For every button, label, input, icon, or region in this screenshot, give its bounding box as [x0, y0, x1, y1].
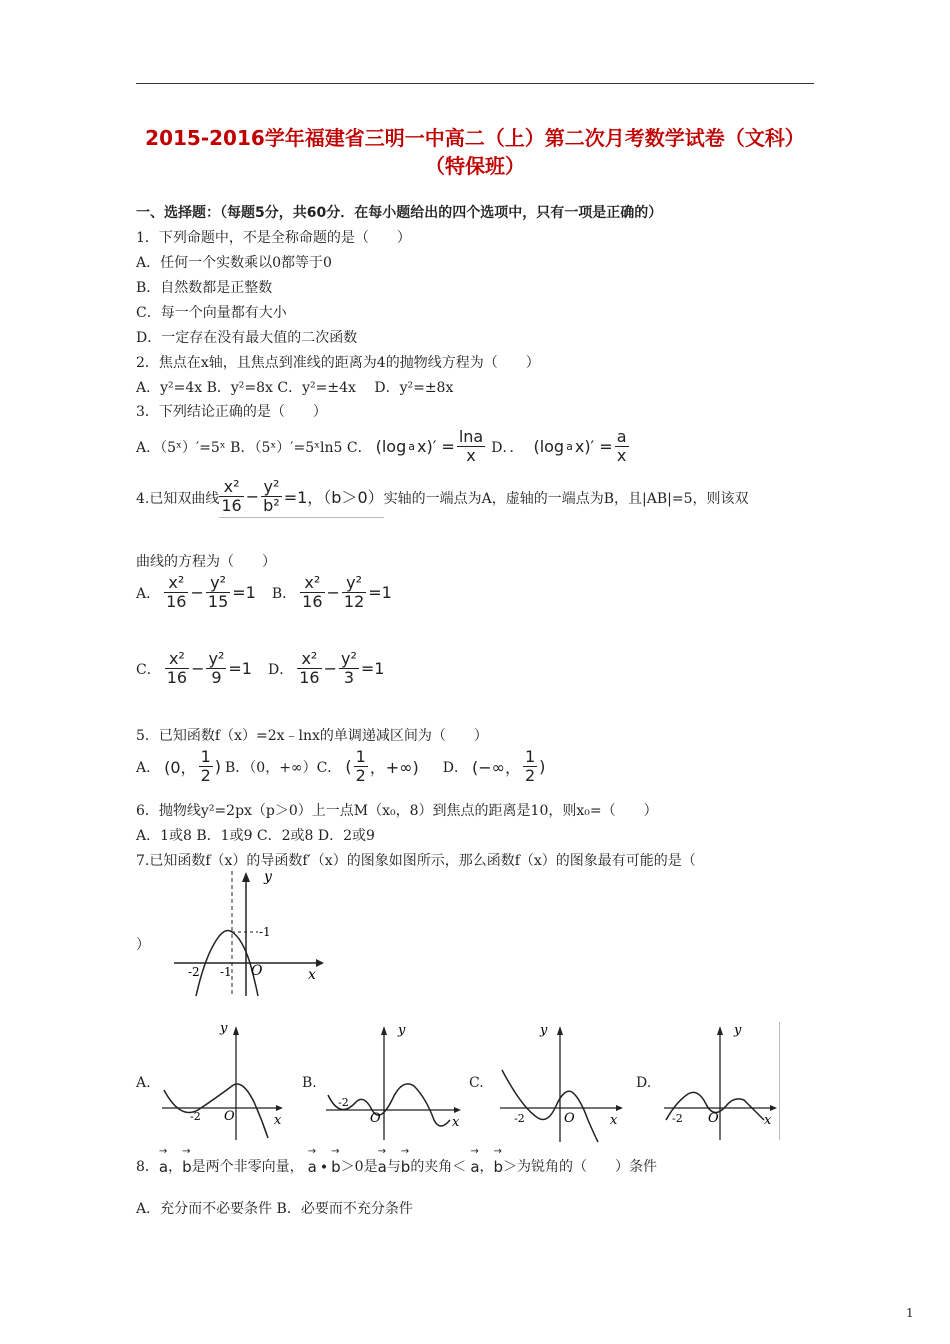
q3-c-lhs: (log [375, 437, 407, 456]
q4-d-label: D． [267, 661, 294, 678]
q3-options-ab: A．（5ˣ）′=5ˣ B．（5ˣ）′=5ˣln5 C． [136, 439, 372, 456]
q4-d-x2: x² [297, 650, 321, 669]
q7-graph-o: O [251, 963, 263, 979]
q8-vec-a1: → a [158, 1146, 169, 1176]
q7-c-x: x [610, 1113, 618, 1128]
q7-graph-v1: -1 [259, 925, 271, 939]
q7-option-b-label: B. [302, 1075, 317, 1091]
q1-option-d: D．一定存在没有最大值的二次函数 [136, 330, 358, 346]
q4-a-16: 16 [166, 592, 187, 611]
q8-t4: 的夹角＜ [410, 1159, 467, 1175]
q5-d-open: (−∞， [471, 758, 521, 777]
q8-t3: 与 [386, 1159, 401, 1175]
q1-option-a: A．任何一个实数乘以0都等于0 [136, 255, 332, 271]
q7-c-y: y [540, 1023, 548, 1038]
q7-graph-a [158, 1020, 288, 1142]
q8-options: A．充分而不必要条件 B．必要而不充分条件 [136, 1201, 413, 1217]
q5-options [136, 748, 545, 785]
q3-d-lhs: (log [533, 437, 565, 456]
q7-d-x: x [764, 1113, 772, 1128]
q8-vec-a3: → a [377, 1146, 387, 1176]
page-number: 1 [906, 1306, 914, 1320]
q4-a-eq: =1 [232, 583, 256, 602]
q8-vec-b4-letter: b [493, 1158, 504, 1176]
q8-stem [136, 1146, 658, 1176]
q4-c-label: C． [136, 661, 161, 678]
q3-options [136, 428, 629, 465]
q4-a-label: A． [136, 585, 161, 602]
q1-option-c: C．每一个向量都有大小 [136, 305, 287, 321]
q3-c-num: lna [458, 427, 484, 446]
q8-vec-a4: → a [470, 1146, 480, 1176]
q1-option-b: B．自然数都是正整数 [136, 280, 273, 296]
q3-formula-d [533, 428, 628, 465]
q4-16: 16 [221, 496, 242, 515]
q7-b-y: y [398, 1023, 406, 1038]
q8-vec-b1-letter: b [182, 1158, 192, 1176]
q3-d-num: a [616, 427, 627, 446]
q3-c-den: x [466, 446, 476, 465]
q4-b-eq: =1 [368, 583, 392, 602]
q4-c-eq: =1 [228, 659, 252, 678]
q7-a-y: y [220, 1021, 228, 1036]
q5-d-label: D． [442, 759, 468, 776]
q7-graph-m1: -1 [220, 965, 232, 979]
q8-vec-a4-letter: a [470, 1158, 480, 1176]
q8-vec-a1-letter: a [158, 1158, 169, 1176]
q7-graph-d [660, 1020, 785, 1142]
q4-y2: y² [261, 478, 282, 497]
q4-b-minus: − [326, 583, 340, 602]
q5-a-num: 1 [200, 747, 211, 766]
q4-frac-y [261, 478, 282, 515]
q4-b-den: 12 [343, 592, 365, 611]
header-rule [136, 83, 814, 84]
q8-comma1: ， [168, 1159, 183, 1175]
q7-a-o: O [224, 1109, 235, 1124]
q4-stem [136, 478, 749, 518]
q8-t1: 是两个非零向量， [191, 1159, 304, 1175]
q4-hyperbola [219, 478, 383, 518]
q5-c-open: ( [345, 757, 352, 776]
q3-c-mid: x)′ = [416, 437, 455, 456]
q5-a-close: ) [214, 757, 221, 776]
q7-d-y: y [734, 1023, 742, 1038]
q6-options: A．1或8 B．1或9 C．2或8 D．2或9 [136, 828, 375, 844]
q4-c-den: 9 [211, 668, 222, 687]
q5-a-den: 2 [200, 766, 211, 785]
q3-d-sub: a [566, 440, 573, 453]
q5-d-den: 2 [524, 766, 536, 785]
q5-option-a [164, 748, 221, 785]
q5-a-open: (0， [164, 758, 197, 777]
q7-option-a-label: A. [136, 1075, 151, 1091]
doc-title: 2015-2016学年福建省三明一中高二（上）第二次月考数学试卷（文科） [145, 126, 805, 150]
q6-stem: 6．抛物线y²=2px（p＞0）上一点M（x₀，8）到焦点的距离是10，则x₀=（ ） [136, 803, 658, 819]
q7-graph-x: x [308, 967, 316, 983]
q4-c-minus: − [191, 659, 205, 678]
q5-b-text: B．（0，+∞）C． [225, 759, 342, 776]
q4-minus: − [245, 487, 260, 506]
section-heading: 一、选择题：（每题5分，共60分．在每小题给出的四个选项中，只有一项是正确的） [136, 205, 663, 221]
q3-c-sub: a [408, 440, 415, 453]
q7-graph-b [322, 1020, 467, 1142]
q4-b-y2: y² [342, 574, 366, 593]
q7-a-m2: -2 [190, 1110, 201, 1123]
q5-c-den: 2 [355, 766, 366, 785]
q3-d-label: D．． [491, 439, 524, 456]
q7-c-o: O [564, 1111, 575, 1126]
q4-option-a [164, 574, 256, 611]
q4-b-16: 16 [302, 592, 323, 611]
q7-stem-close: ） [136, 937, 150, 953]
q8-vec-b3-letter: b [400, 1158, 411, 1176]
q3-d-fraction [615, 428, 629, 465]
q4-c-y2: y² [208, 649, 225, 668]
q4-cond: =1，（b＞0） [283, 488, 384, 507]
q4-option-c [165, 650, 252, 687]
q3-d-den: x [616, 446, 627, 465]
q4-options-ab [136, 574, 392, 611]
q4-option-d [297, 650, 384, 687]
q3-d-mid: x)′ = [574, 437, 613, 456]
q2-stem: 2．焦点在x轴，且焦点到准线的距离为4的抛物线方程为（ ） [136, 355, 540, 371]
q8-vec-a2: → a [307, 1146, 317, 1176]
q3-stem: 3．下列结论正确的是（ ） [136, 404, 327, 420]
q4-stem-cont: 曲线的方程为（ ） [136, 554, 276, 570]
q7-d-m2: -2 [672, 1112, 683, 1125]
q4-x2: x² [219, 478, 243, 497]
q7-option-d-label: D. [636, 1075, 652, 1091]
q7-graph-c [496, 1020, 626, 1145]
q4-d-y2: y² [340, 649, 357, 668]
q4-prefix: 4.已知双曲线 [136, 491, 220, 507]
q8-t5: ＞为锐角的（ ）条件 [503, 1159, 658, 1175]
q1-stem: 1．下列命题中，不是全称命题的是（ ） [136, 230, 411, 246]
q4-a-x2: x² [164, 574, 188, 593]
q7-figure-edge [779, 1022, 780, 1140]
q7-option-c-label: C. [469, 1075, 484, 1091]
q3-formula-c [376, 428, 486, 465]
q8-vec-b1: → b [182, 1146, 192, 1176]
q7-graph-m2: -2 [188, 965, 200, 979]
q8-t2: ＞0是 [340, 1159, 378, 1175]
q7-stem: 7.已知函数f（x）的导函数f′（x）的图象如图所示，那么函数f（x）的图象最有可能的是（ [136, 853, 696, 869]
q7-a-x: x [274, 1113, 282, 1128]
q4-b-label: B． [271, 585, 297, 602]
q4-a-den: 15 [207, 592, 229, 611]
q8-dot: • [319, 1160, 329, 1176]
q8-vec-a2-letter: a [307, 1158, 317, 1176]
q4-d-minus: − [323, 659, 337, 678]
q7-b-x: x [452, 1115, 460, 1130]
q2-options: A．y²=4x B．y²=8x C．y²=±4x D．y²=±8x [136, 380, 454, 396]
q7-d-o: O [708, 1111, 719, 1126]
q4-frac-x [219, 478, 243, 515]
q7-b-m2: -2 [338, 1096, 349, 1109]
q4-suffix: 实轴的一端点为A，虚轴的一端点为B，且|AB|=5，则该双 [383, 491, 749, 507]
q4-d-den: 3 [343, 668, 354, 687]
q4-a-y2: y² [206, 574, 230, 593]
q4-b-x2: x² [300, 574, 324, 593]
q8-vec-b2: → b [331, 1146, 341, 1176]
q7-c-m2: -2 [514, 1112, 525, 1125]
q4-b2: b² [263, 496, 280, 515]
q7-derivative-graph [166, 866, 326, 1001]
q7-b-o: O [370, 1111, 381, 1126]
q5-c-tail: ，+∞) [369, 758, 419, 777]
q4-d-eq: =1 [360, 659, 385, 678]
q4-option-b [300, 574, 392, 611]
q4-d-16: 16 [299, 668, 320, 687]
q8-comma2: ， [479, 1159, 494, 1175]
q8-num: 8． [136, 1159, 159, 1175]
q5-a-label: A． [136, 759, 161, 776]
q5-c-num: 1 [355, 747, 366, 766]
q3-c-fraction [457, 428, 485, 465]
q4-c-16: 16 [166, 668, 188, 687]
q7-graph-y: y [264, 869, 272, 885]
q8-vec-a3-letter: a [377, 1158, 387, 1176]
q8-vec-b3: → b [400, 1146, 411, 1176]
q8-vec-b2-letter: b [331, 1158, 341, 1176]
q5-stem: 5．已知函数f（x）=2x﹣lnx的单调递减区间为（ ） [136, 728, 488, 744]
doc-subtitle: （特保班） [425, 154, 525, 178]
q8-vec-b4: → b [493, 1146, 504, 1176]
q5-d-num: 1 [524, 747, 536, 766]
q5-option-d [472, 748, 545, 785]
q5-option-c [345, 748, 418, 785]
q5-d-close: ) [539, 757, 546, 776]
q4-c-x2: x² [165, 650, 189, 669]
q4-options-cd [136, 650, 384, 687]
q4-a-minus: − [190, 583, 204, 602]
